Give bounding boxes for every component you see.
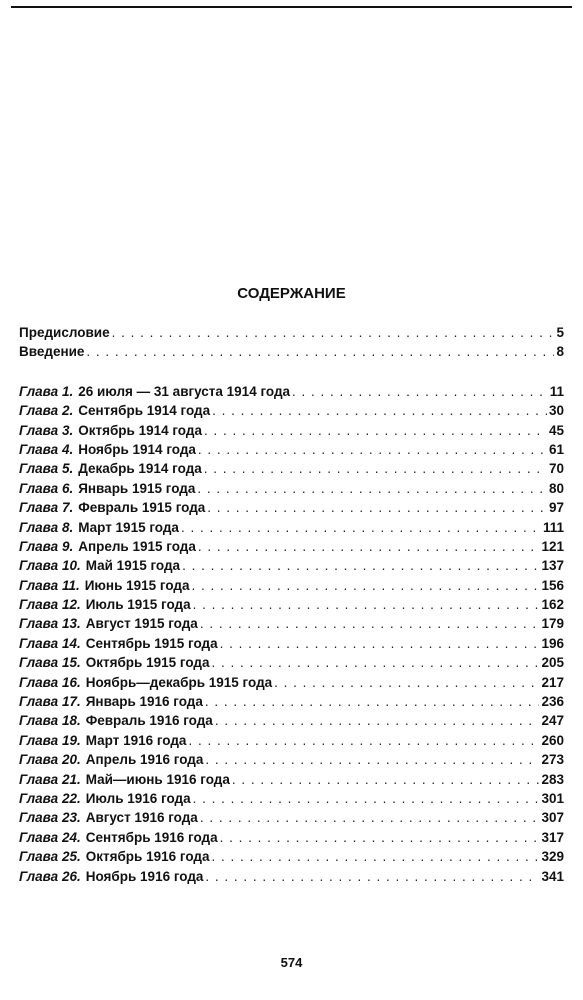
chapter-number: 18. — [61, 713, 81, 729]
chapter-title: Октябрь 1916 года — [85, 849, 210, 865]
chapter-prefix: Глава — [19, 732, 59, 748]
toc-chapter-entry — [19, 382, 564, 401]
leader-dots — [292, 382, 548, 401]
chapter-title: Август 1916 года — [85, 810, 198, 826]
chapter-number: 6. — [61, 480, 74, 496]
toc-chapter-entry — [19, 731, 564, 750]
chapter-label — [19, 692, 81, 711]
leader-dots — [112, 323, 555, 342]
chapter-title: Июль 1915 года — [85, 597, 191, 613]
chapter-prefix: Глава — [19, 403, 59, 419]
chapter-number: 5. — [61, 461, 74, 477]
page-number: 574 — [280, 955, 303, 970]
leader-dots — [211, 653, 539, 672]
leader-dots — [182, 556, 539, 575]
toc-chapter-entry — [19, 518, 564, 537]
chapter-page: 329 — [541, 849, 564, 865]
chapter-page: 137 — [541, 558, 564, 574]
chapter-label — [19, 556, 81, 575]
chapter-prefix: Глава — [19, 538, 59, 554]
leader-dots — [207, 498, 547, 517]
toc-chapter-entry — [19, 789, 564, 808]
chapter-prefix: Глава — [19, 674, 59, 690]
chapter-number: 26. — [61, 868, 81, 884]
chapter-number: 15. — [61, 655, 81, 671]
leader-dots — [212, 401, 547, 420]
chapter-page: 97 — [548, 500, 564, 516]
chapter-title: Октябрь 1915 года — [85, 655, 210, 671]
chapter-label — [19, 808, 81, 827]
chapter-number: 9. — [61, 538, 74, 554]
chapter-label — [19, 382, 73, 401]
chapter-page: 11 — [549, 383, 564, 399]
chapter-page: 111 — [542, 519, 564, 535]
toc-chapter-entry — [19, 673, 564, 692]
leader-dots — [220, 634, 540, 653]
chapter-label — [19, 750, 81, 769]
toc-chapter-entry — [19, 576, 564, 595]
toc-chapter-entry — [19, 440, 564, 459]
chapter-number: 11. — [61, 577, 80, 593]
chapter-title: Ноябрь—декабрь 1915 года — [85, 674, 273, 690]
chapter-title: Ноябрь 1916 года — [85, 868, 204, 884]
chapter-prefix: Глава — [19, 577, 59, 593]
chapter-label — [19, 634, 81, 653]
chapter-prefix: Глава — [19, 771, 59, 787]
chapter-number: 7. — [61, 500, 74, 516]
chapter-number: 4. — [61, 441, 74, 457]
chapter-number: 24. — [61, 829, 81, 845]
chapter-number: 22. — [61, 790, 81, 806]
chapter-title: Февраль 1915 года — [78, 500, 206, 516]
chapter-title: Июнь 1915 года — [84, 577, 190, 593]
chapter-page: 217 — [541, 674, 564, 690]
chapter-page: 121 — [541, 538, 564, 554]
chapter-page: 70 — [548, 461, 564, 477]
chapter-prefix: Глава — [19, 616, 59, 632]
toc-chapter-entry — [19, 537, 564, 556]
leader-dots — [193, 595, 540, 614]
chapter-label — [19, 828, 81, 847]
chapter-prefix: Глава — [19, 849, 59, 865]
toc-chapter-entry — [19, 556, 564, 575]
chapter-title: 26 июля — 31 августа 1914 года — [78, 383, 291, 399]
chapter-title: Март 1915 года — [78, 519, 179, 535]
leader-dots — [205, 750, 539, 769]
leader-dots — [193, 789, 540, 808]
leader-dots — [181, 518, 541, 537]
chapter-prefix: Глава — [19, 480, 59, 496]
chapter-prefix: Глава — [19, 635, 59, 651]
leader-dots — [211, 847, 539, 866]
chapter-label — [19, 498, 73, 517]
toc-chapter-entry — [19, 711, 564, 730]
chapter-number: 16. — [61, 674, 81, 690]
chapter-prefix: Глава — [19, 519, 59, 535]
top-rule — [11, 6, 572, 8]
chapter-prefix: Глава — [19, 868, 59, 884]
leader-dots — [205, 692, 540, 711]
chapter-title: Ноябрь 1914 года — [78, 441, 196, 457]
toc-chapter-entry — [19, 479, 564, 498]
chapter-page: 301 — [541, 790, 564, 806]
table-of-contents — [19, 323, 564, 886]
chapter-prefix: Глава — [19, 461, 59, 477]
chapter-page: 179 — [541, 616, 564, 632]
chapter-page: 260 — [541, 732, 564, 748]
toc-chapter-entry — [19, 498, 564, 517]
chapter-number: 23. — [61, 810, 81, 826]
chapter-page: 156 — [541, 577, 564, 593]
chapter-page: 236 — [541, 694, 564, 710]
chapter-label — [19, 479, 73, 498]
chapter-prefix: Глава — [19, 441, 59, 457]
chapter-prefix: Глава — [19, 500, 59, 516]
chapter-label — [19, 711, 81, 730]
leader-dots — [197, 479, 547, 498]
chapter-page: 307 — [541, 810, 564, 826]
chapter-page: 196 — [541, 635, 564, 651]
toc-chapter-entry — [19, 770, 564, 789]
chapter-prefix: Глава — [19, 422, 59, 438]
toc-entry — [19, 342, 564, 361]
chapter-prefix: Глава — [19, 383, 59, 399]
toc-chapter-entry — [19, 459, 564, 478]
chapter-title: Январь 1916 года — [85, 694, 203, 710]
chapter-label — [19, 673, 81, 692]
entry-page: 8 — [556, 344, 564, 360]
chapter-title: Апрель 1915 года — [78, 538, 196, 554]
leader-dots — [198, 440, 547, 459]
toc-chapter-entry — [19, 614, 564, 633]
chapter-number: 19. — [61, 732, 81, 748]
chapter-number: 2. — [61, 403, 74, 419]
toc-chapter-entry — [19, 808, 564, 827]
chapter-label — [19, 459, 73, 478]
chapter-title: Декабрь 1914 года — [78, 461, 202, 477]
leader-dots — [220, 828, 540, 847]
toc-chapter-entry — [19, 692, 564, 711]
leader-dots — [205, 867, 539, 886]
toc-title: СОДЕРЖАНИЕ — [237, 285, 346, 302]
chapter-page: 30 — [548, 403, 564, 419]
chapter-prefix: Глава — [19, 790, 59, 806]
toc-chapter-entry — [19, 634, 564, 653]
chapter-number: 14. — [61, 635, 81, 651]
chapter-prefix: Глава — [19, 752, 59, 768]
entry-title: Введение — [19, 344, 85, 360]
chapter-label — [19, 867, 81, 886]
chapter-title: Сентябрь 1916 года — [85, 829, 218, 845]
chapter-number: 12. — [61, 597, 81, 613]
chapter-prefix: Глава — [19, 558, 59, 574]
chapter-title: Февраль 1916 года — [85, 713, 213, 729]
chapter-title: Апрель 1916 года — [85, 752, 204, 768]
chapter-title: Сентябрь 1915 года — [85, 635, 218, 651]
chapter-title: Май 1915 года — [85, 558, 181, 574]
toc-chapter-entry — [19, 847, 564, 866]
toc-chapter-entry — [19, 595, 564, 614]
chapter-prefix: Глава — [19, 713, 59, 729]
chapter-title: Август 1915 года — [85, 616, 198, 632]
chapter-page: 61 — [548, 441, 564, 457]
chapter-title: Май—июнь 1916 года — [85, 771, 230, 787]
chapter-label — [19, 576, 80, 595]
leader-dots — [192, 576, 540, 595]
chapter-prefix: Глава — [19, 597, 59, 613]
toc-chapter-entry — [19, 653, 564, 672]
chapter-label — [19, 595, 81, 614]
chapter-page: 317 — [541, 829, 564, 845]
toc-chapter-entry — [19, 401, 564, 420]
chapter-label — [19, 731, 81, 750]
chapter-label — [19, 789, 81, 808]
chapter-page: 162 — [541, 597, 564, 613]
chapter-number: 1. — [61, 383, 74, 399]
chapter-label — [19, 440, 73, 459]
chapter-label — [19, 847, 81, 866]
chapter-number: 8. — [61, 519, 74, 535]
chapter-label — [19, 653, 81, 672]
section-gap — [19, 362, 564, 382]
chapter-prefix: Глава — [19, 810, 59, 826]
chapter-page: 205 — [541, 655, 564, 671]
entry-title: Предисловие — [19, 325, 110, 340]
chapter-prefix: Глава — [19, 694, 59, 710]
leader-dots — [232, 770, 540, 789]
chapter-page: 247 — [541, 713, 564, 729]
chapter-title: Январь 1915 года — [78, 480, 196, 496]
leader-dots — [198, 537, 540, 556]
chapter-number: 10. — [61, 558, 81, 574]
chapter-number: 17. — [61, 694, 81, 710]
chapter-number: 13. — [61, 616, 81, 632]
chapter-page: 283 — [541, 771, 564, 787]
entry-page: 5 — [556, 325, 564, 340]
chapter-label — [19, 614, 81, 633]
chapter-number: 3. — [61, 422, 74, 438]
chapter-label — [19, 770, 81, 789]
chapter-number: 25. — [61, 849, 81, 865]
chapter-prefix: Глава — [19, 655, 59, 671]
toc-chapter-entry — [19, 828, 564, 847]
chapter-title: Сентябрь 1914 года — [78, 403, 211, 419]
toc-entry — [19, 323, 564, 342]
leader-dots — [86, 342, 554, 361]
leader-dots — [200, 808, 540, 827]
leader-dots — [200, 614, 540, 633]
leader-dots — [204, 421, 547, 440]
leader-dots — [204, 459, 547, 478]
chapter-page: 273 — [541, 752, 564, 768]
chapter-page: 45 — [548, 422, 564, 438]
toc-chapter-entry — [19, 421, 564, 440]
chapter-title: Июль 1916 года — [85, 790, 191, 806]
leader-dots — [274, 673, 539, 692]
chapter-label — [19, 421, 73, 440]
toc-chapter-entry — [19, 867, 564, 886]
chapter-label — [19, 518, 73, 537]
chapter-prefix: Глава — [19, 829, 59, 845]
chapter-title: Октябрь 1914 года — [78, 422, 202, 438]
chapter-page: 341 — [541, 868, 564, 884]
toc-chapter-entry — [19, 750, 564, 769]
leader-dots — [188, 731, 539, 750]
chapter-label — [19, 401, 73, 420]
chapter-title: Март 1916 года — [85, 732, 187, 748]
chapter-number: 20. — [61, 752, 81, 768]
chapter-number: 21. — [61, 771, 81, 787]
chapter-page: 80 — [548, 480, 564, 496]
chapter-label — [19, 537, 73, 556]
leader-dots — [215, 711, 540, 730]
